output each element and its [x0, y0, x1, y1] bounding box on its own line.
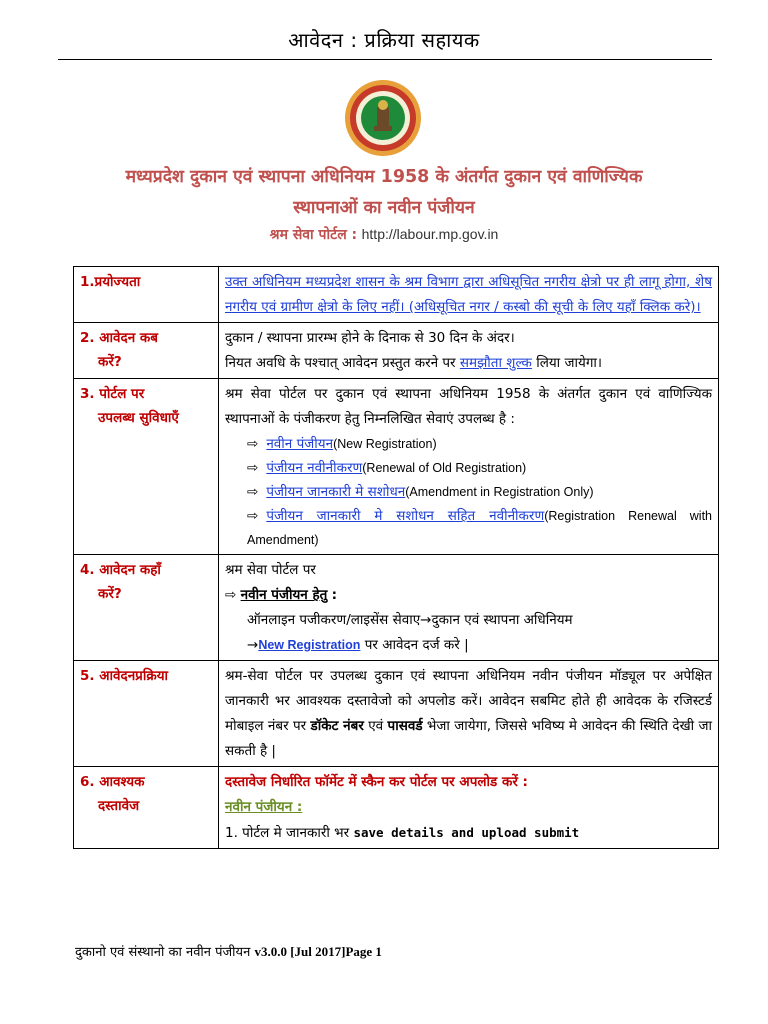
table-row: [74, 767, 719, 849]
mp-government-emblem: [344, 79, 422, 157]
row-label: 4. आवेदन कहाँ करें?: [74, 555, 219, 661]
row-content: [219, 267, 719, 323]
list-item: ⇨ पंजीयन जानकारी मे सशोधन(Amendment in Registration Only): [247, 484, 594, 500]
service-link[interactable]: नवीन पंजीयन: [266, 436, 334, 452]
table-row: [74, 555, 719, 661]
header-divider: [58, 59, 712, 60]
table-row: [74, 323, 719, 379]
arrow-icon: ⇨: [247, 508, 259, 524]
documents-subheading: नवीन पंजीयन :: [225, 799, 303, 815]
arrow-icon: ⇨: [247, 436, 259, 452]
row-label: 6. आवश्यक दस्तावेज: [74, 767, 219, 849]
page-footer: दुकानो एवं संस्थानो का नवीन पंजीयन v3.0.0 [Jul 2017]Page 1: [75, 944, 382, 960]
table-row: [74, 379, 719, 555]
service-link[interactable]: पंजीयन जानकारी मे सशोधन सहित नवीनीकरण: [266, 508, 545, 524]
list-item: ⇨ पंजीयन नवीनीकरण(Renewal of Old Registration): [247, 460, 527, 476]
service-link[interactable]: पंजीयन नवीनीकरण: [266, 460, 363, 476]
document-title: मध्यप्रदेश दुकान एवं स्थापना अधिनियम 1958 के अंतर्गत दुकान एवं वाणिज्यिक स्थापनाओं का नवीन पंजीयन: [125, 167, 643, 218]
row-label: 1.प्रयोज्यता: [74, 267, 219, 323]
row-content: श्रम सेवा पोर्टल पर दुकान एवं स्थापना अधिनियम 1958 के अंतर्गत दुकान एवं वाणिज्यिक स्थापनाओं के पंजीकरण हेतु निम्नलिखित सेवाएं उपलब्ध है : ⇨ नवीन पंजीयन(New Registration) ⇨ पंजीयन नवीनीकरण(Renewal of Old Registration) ⇨ पंजीयन जानकारी मे सशोधन(Amendment in Registration Only) ⇨ पंजीयन जानकारी मे सशोधन सहित नवीनीकरण(Registration Renewal with Amendment): [219, 379, 719, 555]
list-item: ⇨ नवीन पंजीयन(New Registration): [247, 436, 437, 452]
row-content: दुकान / स्थापना प्रारम्भ होने के दिनाक से 30 दिन के अंदर। नियत अवधि के पश्चात् आवेदन प्रस्तुत करने पर समझौता शुल्क लिया जायेगा।: [219, 323, 719, 379]
list-item: ⇨ पंजीयन जानकारी मे सशोधन सहित नवीनीकरण(Registration Renewal with Amendment): [247, 508, 712, 547]
compounding-fee-link[interactable]: समझौता शुल्क: [459, 355, 532, 371]
table-row: [74, 661, 719, 767]
row-content: दस्तावेज निर्धारित फॉर्मेट में स्कैन कर पोर्टल पर अपलोड करें : नवीन पंजीयन : 1. पोर्टल मे जानकारी भर save details and upload submit: [219, 767, 719, 849]
service-link[interactable]: पंजीयन जानकारी मे सशोधन: [266, 484, 406, 500]
row-label: 2. आवेदन कब करें?: [74, 323, 219, 379]
arrow-icon: ⇨: [225, 587, 237, 603]
row-label: 5. आवेदनप्रक्रिया: [74, 661, 219, 767]
table-row: [74, 267, 719, 323]
new-registration-link[interactable]: New Registration: [258, 638, 361, 652]
arrow-icon: ⇨: [247, 460, 259, 476]
applicability-link[interactable]: उक्त अधिनियम मध्यप्रदेश शासन के श्रम विभाग द्वारा अधिसूचित नगरीय क्षेत्रो पर ही लागू होगा, शेष नगरीय एवं ग्रामीण क्षेत्रो के लिए नहीं। (अधिसूचित नगर / कस्बो की सूची के लिए यहाँ क्लिक करे)।: [225, 274, 712, 315]
portal-label: श्रम सेवा पोर्टल :: [269, 227, 358, 243]
row-label: 3. पोर्टल पर उपलब्ध सुविधाएँ: [74, 379, 219, 555]
row-content: श्रम सेवा पोर्टल पर ⇨ नवीन पंजीयन हेतु : ऑनलाइन पजीकरण/लाइसेंस सेवाए→दुकान एवं स्थापना अधिनियम →New Registration पर आवेदन दर्ज करे |: [219, 555, 719, 661]
portal-info: [0, 225, 768, 244]
page-header-title: आवेदन : प्रक्रिया सहायक: [288, 28, 480, 52]
documents-heading: दस्तावेज निर्धारित फॉर्मेट में स्कैन कर पोर्टल पर अपलोड करें :: [225, 774, 528, 790]
process-table: [73, 266, 719, 849]
row-content: श्रम-सेवा पोर्टल पर उपलब्ध दुकान एवं स्थापना अधिनियम नवीन पंजीयन मॉड्यूल पर अपेक्षित जानकारी भर आवश्यक दस्तावेजो को अपलोड करें। आवेदन सबमिट होते ही आवेदक के रजिस्टर्ड मोबाइल नंबर पर डॉकेट नंबर एवं पासवर्ड भेजा जायेगा, जिससे भविष्य मे आवेदन की स्थिति देखी जा सकती है |: [219, 661, 719, 767]
arrow-icon: ⇨: [247, 484, 259, 500]
portal-url-link[interactable]: http://labour.mp.gov.in: [361, 226, 499, 242]
